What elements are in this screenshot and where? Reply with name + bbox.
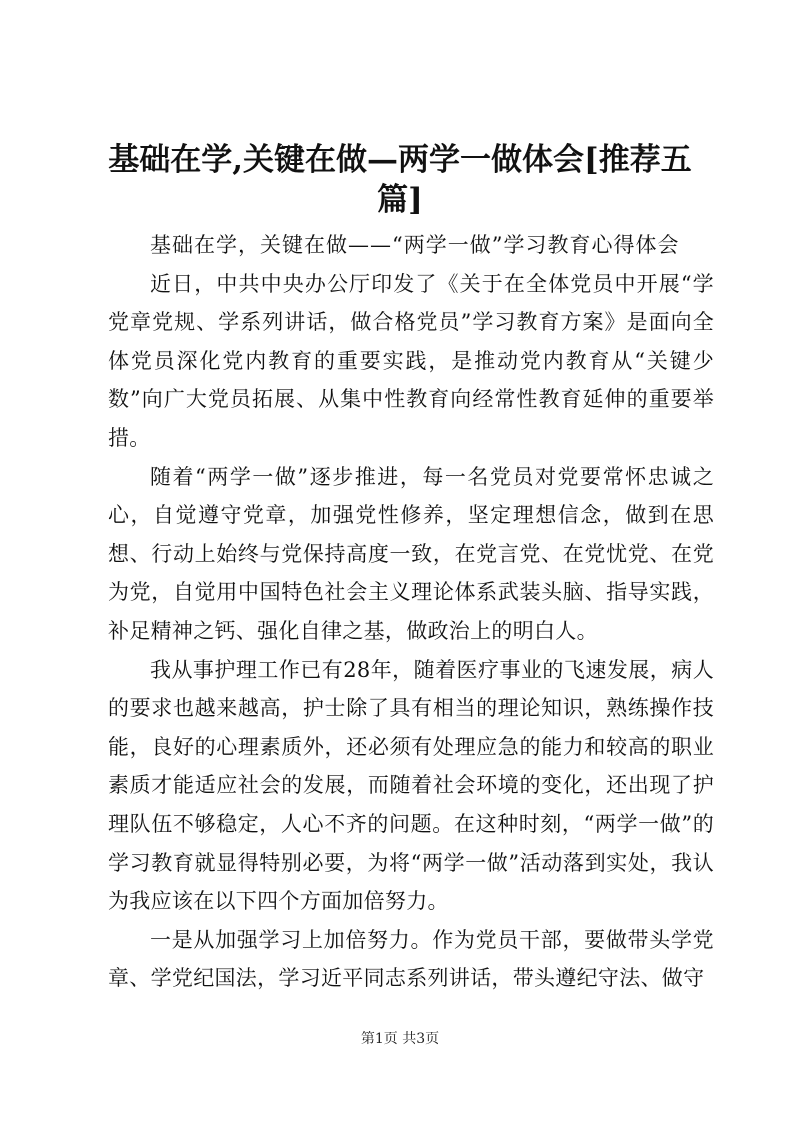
page-footer: [0, 1030, 800, 1048]
document-subtitle: 基础在学，关键在做——“两学一做”学习教育心得体会: [150, 233, 680, 257]
document-body: [108, 226, 714, 998]
paragraph: 我从事护理工作已有28年，随着医疗事业的飞速发展，病人的要求也越来越高，护士除了具有相当的理论知识，熟练操作技能，良好的心理素质外，还必须有处理应急的能力和较高的职业素质才能适应社会的发展，而随着社会环境的变化，还出现了护理队伍不够稳定，人心不齐的问题。在这种时刻，“两学一做”的学习教育就显得特别必要，为将“两学一做”活动落到实处，我认为我应该在以下四个方面加倍努力。: [108, 657, 714, 914]
page-number: 第1页 共3页: [360, 1031, 440, 1047]
document-title: 基础在学,关键在做—两学一做体会[推荐五篇]: [108, 142, 692, 218]
paragraph: 随着“两学一做”逐步推进，每一名党员对党要常怀忠诚之心，自觉遵守党章，加强党性修养，坚定理想信念，做到在思想、行动上始终与党保持高度一致，在党言党、在党忧党、在党为党，自觉用中国特色社会主义理论体系武装头脑、指导实践，补足精神之钙、强化自律之基，做政治上的明白人。: [108, 464, 714, 643]
paragraph: 一是从加强学习上加倍努力。作为党员干部，要做带头学党章、学党纪国法，学习近平同志系列讲话，带头遵纪守法、做守: [108, 927, 714, 991]
paragraph: 近日，中共中央办公厅印发了《关于在全体党员中开展“学党章党规、学系列讲话，做合格党员”学习教育方案》是面向全体党员深化党内教育的重要实践，是推动党内教育从“关键少数”向广大党员拓展、从集中性教育向经常性教育延伸的重要举措。: [108, 271, 714, 450]
